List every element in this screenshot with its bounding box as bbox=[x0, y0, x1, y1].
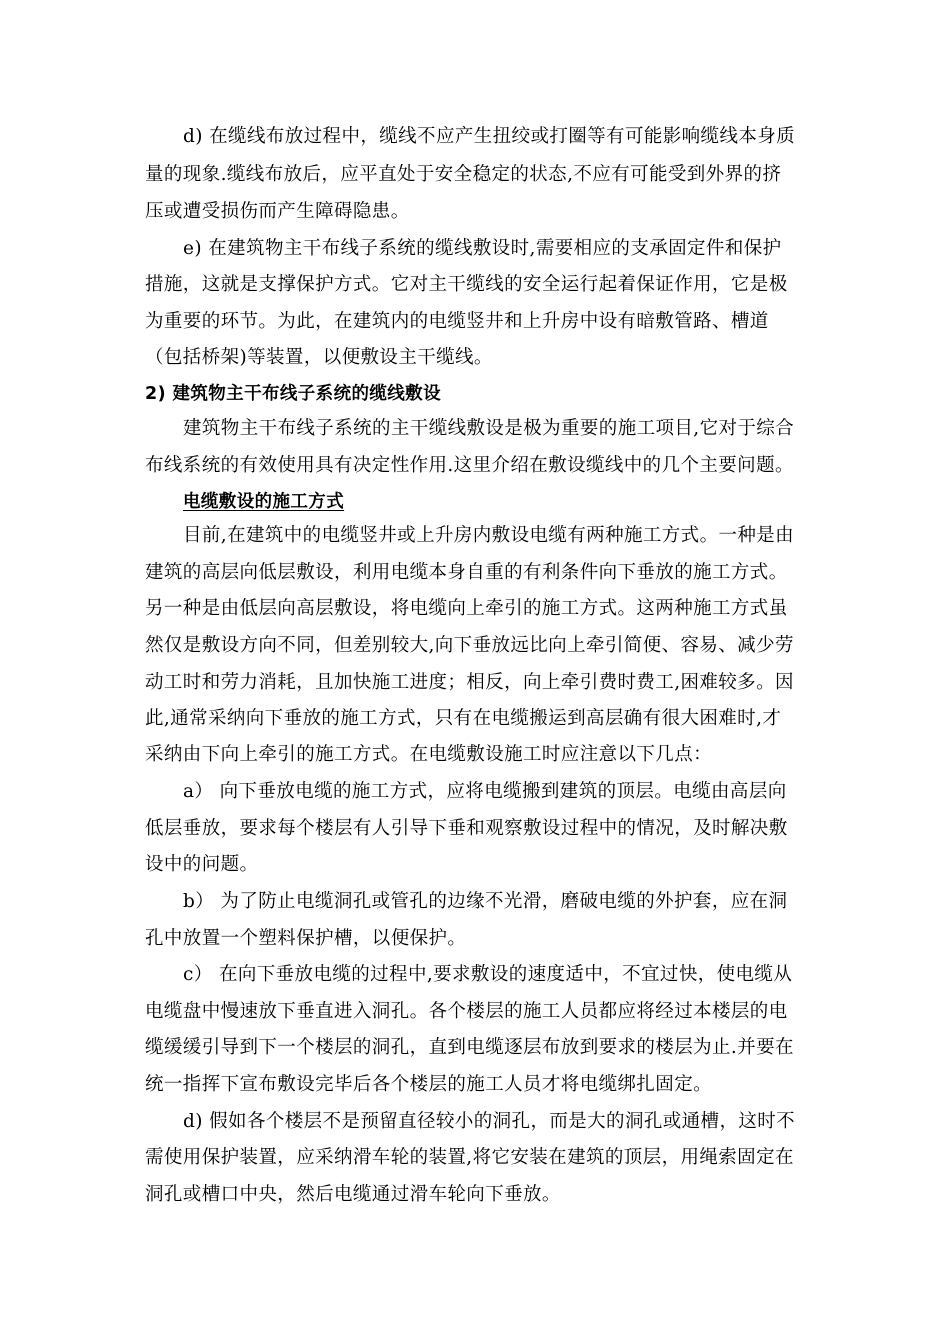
method-line-1: 目前,在建筑中的电缆竖井或上升房内敷设电缆有两种施工方式。一种是由 bbox=[183, 525, 795, 546]
item-a-line-3: 设中的问题。 bbox=[145, 854, 259, 875]
item-d-line-1: d) 假如各个楼层不是预留直径较小的洞孔，而是大的洞孔或通槽，这时不 bbox=[183, 1111, 796, 1132]
item-c-line-4: 统一指挥下宣布敷设完毕后各个楼层的施工人员才将电缆绑扎固定。 bbox=[145, 1074, 713, 1095]
method-line-2: 建筑的高层向低层敷设，利用电缆本身自重的有利条件向下垂放的施工方式。 bbox=[145, 562, 788, 583]
paragraph-d-line-3: 压或遭受损伤而产生障碍隐患。 bbox=[145, 201, 410, 222]
intro-line-2: 布线系统的有效使用具有决定性作用.这里介绍在敷设缆线中的几个主要问题。 bbox=[145, 455, 794, 476]
item-b-line-1: b） 为了防止电缆洞孔或管孔的边缘不光滑，磨破电缆的外护套，应在洞 bbox=[183, 891, 788, 912]
paragraph-d-line-2: 量的现象.缆线布放后，应平直处于安全稳定的状态,不应有可能受到外界的挤 bbox=[145, 164, 782, 185]
item-b-line-2: 孔中放置一个塑料保护槽，以便保护。 bbox=[145, 928, 467, 949]
item-c-line-3: 缆缓缓引导到下一个楼层的洞孔，直到电缆逐层布放到要求的楼层为止.并要在 bbox=[145, 1037, 794, 1058]
method-line-7: 采纳由下向上牵引的施工方式。在电缆敷设施工时应注意以下几点： bbox=[145, 744, 713, 765]
item-a-line-2: 低层垂放，要求每个楼层有人引导下垂和观察敷设过程中的情况，及时解决敷 bbox=[145, 818, 788, 839]
paragraph-e-line-1: e) 在建筑物主干布线子系统的缆线敷设时,需要相应的支承固定件和保护 bbox=[183, 238, 782, 259]
method-line-6: 此,通常采纳向下垂放的施工方式，只有在电缆搬运到高层确有很大困难时,才 bbox=[145, 708, 782, 729]
item-c-line-2: 电缆盘中慢速放下垂直进入洞孔。各个楼层的施工人员都应将经过本楼层的电 bbox=[145, 1001, 788, 1022]
paragraph-d-line-1: d) 在缆线布放过程中，缆线不应产生扭绞或打圈等有可能影响缆线本身质 bbox=[183, 126, 796, 147]
item-a-line-1: a） 向下垂放电缆的施工方式，应将电缆搬到建筑的顶层。电缆由高层向 bbox=[183, 781, 787, 802]
method-line-3: 另一种是由低层向高层敷设，将电缆向上牵引的施工方式。这两种施工方式虽 bbox=[145, 598, 788, 619]
item-c-line-1: c） 在向下垂放电缆的过程中,要求敷设的速度适中，不宜过快，使电缆从 bbox=[183, 964, 793, 985]
paragraph-e-line-2: 措施，这就是支撑保护方式。它对主干缆线的安全运行起着保证作用，它是极 bbox=[145, 274, 788, 295]
subsection-heading: 电缆敷设的施工方式 bbox=[183, 492, 345, 512]
item-d-line-2: 需使用保护装置，应采纳滑车轮的装置,将它安装在建筑的顶层，用绳索固定在 bbox=[145, 1147, 794, 1168]
item-d-line-3: 洞孔或槽口中央，然后电缆通过滑车轮向下垂放。 bbox=[145, 1184, 561, 1205]
paragraph-e-line-4: （包括桥架)等装置，以便敷设主干缆线。 bbox=[145, 347, 493, 368]
section-heading: 2) 建筑物主干布线子系统的缆线敷设 bbox=[145, 384, 441, 404]
paragraph-e-line-3: 为重要的环节。为此，在建筑内的电缆竖井和上升房中设有暗敷管路、槽道 bbox=[145, 311, 769, 332]
method-line-4: 然仅是敷设方向不同，但差别较大,向下垂放远比向上牵引简便、容易、减少劳 bbox=[145, 635, 794, 656]
intro-line-1: 建筑物主干布线子系统的主干缆线敷设是极为重要的施工项目,它对于综合 bbox=[183, 418, 795, 439]
method-line-5: 动工时和劳力消耗，且加快施工进度；相反，向上牵引费时费工,困难较多。因 bbox=[145, 672, 794, 693]
